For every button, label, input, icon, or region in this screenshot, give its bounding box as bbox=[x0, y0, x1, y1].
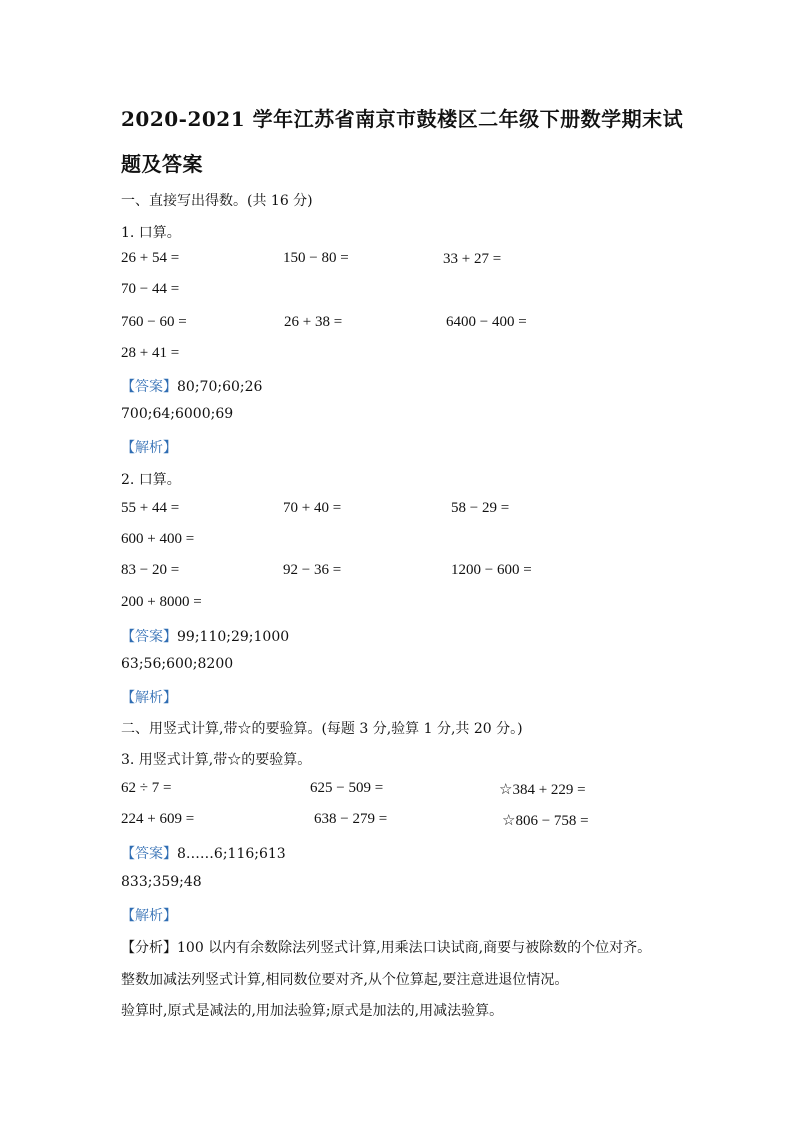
q2-analysis-tag: 【解析】 bbox=[121, 690, 177, 706]
q1-eq: 760 − 60 = bbox=[121, 314, 187, 330]
q3-analysis-tag: 【解析】 bbox=[121, 908, 177, 924]
q2-eq: 70 + 40 = bbox=[283, 500, 342, 516]
q1-eq: 28 + 41 = bbox=[121, 345, 180, 361]
q1-eq: 26 + 38 = bbox=[284, 314, 343, 330]
q2-eq: 1200 − 600 = bbox=[451, 562, 532, 578]
q2-eq: 58 − 29 = bbox=[451, 500, 510, 516]
q2-eq: 600 + 400 = bbox=[121, 531, 195, 547]
answer-text: 80;70;60;26 bbox=[177, 379, 263, 395]
q1-eq: 33 + 27 = bbox=[443, 251, 502, 267]
q2-label: 2. 口算。 bbox=[121, 472, 181, 488]
document-title-line2: 题及答案 bbox=[121, 152, 203, 176]
q1-eq: 26 + 54 = bbox=[121, 250, 180, 266]
q3-analysis-line2: 整数加减法列竖式计算,相同数位要对齐,从个位算起,要注意进退位情况。 bbox=[121, 972, 569, 988]
q3-analysis-line3: 验算时,原式是减法的,用加法验算;原式是加法的,用减法验算。 bbox=[121, 1003, 504, 1019]
q2-eq: 92 − 36 = bbox=[283, 562, 342, 578]
section1-heading: 一、直接写出得数。(共 16 分) bbox=[121, 193, 313, 209]
document-title-line1: 2020-2021 学年江苏省南京市鼓楼区二年级下册数学期末试 bbox=[121, 107, 684, 131]
q3-answer bbox=[121, 843, 286, 863]
q1-label: 1. 口算。 bbox=[121, 225, 181, 241]
q2-eq: 55 + 44 = bbox=[121, 500, 180, 516]
answer-text: 8……6;116;613 bbox=[177, 846, 286, 862]
q3-answer-line2: 833;359;48 bbox=[121, 874, 202, 890]
answer-tag: 【答案】 bbox=[121, 629, 177, 645]
q2-answer-line2: 63;56;600;8200 bbox=[121, 656, 234, 672]
q3-eq: ☆384 + 229 = bbox=[499, 782, 586, 798]
q1-answer bbox=[121, 376, 262, 396]
q1-analysis-tag: 【解析】 bbox=[121, 440, 177, 456]
answer-tag: 【答案】 bbox=[121, 846, 177, 862]
q1-eq: 70 − 44 = bbox=[121, 281, 180, 297]
q2-answer bbox=[121, 626, 289, 646]
q3-eq: 625 − 509 = bbox=[310, 780, 384, 796]
section2-heading: 二、用竖式计算,带☆的要验算。(每题 3 分,验算 1 分,共 20 分。) bbox=[121, 721, 523, 737]
q3-label: 3. 用竖式计算,带☆的要验算。 bbox=[121, 752, 312, 768]
q3-eq: 638 − 279 = bbox=[314, 811, 388, 827]
q3-eq: 62 ÷ 7 = bbox=[121, 780, 172, 796]
analysis-text: 100 以内有余数除法列竖式计算,用乘法口诀试商,商要与被除数的个位对齐。 bbox=[177, 940, 652, 956]
q3-analysis-line1 bbox=[121, 937, 651, 957]
analysis-label: 【分析】 bbox=[121, 940, 177, 956]
q3-eq: ☆806 − 758 = bbox=[502, 813, 589, 829]
q1-eq: 150 − 80 = bbox=[283, 250, 349, 266]
q3-eq: 224 + 609 = bbox=[121, 811, 195, 827]
answer-text: 99;110;29;1000 bbox=[177, 629, 290, 645]
q2-eq: 83 − 20 = bbox=[121, 562, 180, 578]
q1-eq: 6400 − 400 = bbox=[446, 314, 527, 330]
q1-answer-line2: 700;64;6000;69 bbox=[121, 406, 234, 422]
answer-tag: 【答案】 bbox=[121, 379, 177, 395]
q2-eq: 200 + 8000 = bbox=[121, 594, 202, 610]
